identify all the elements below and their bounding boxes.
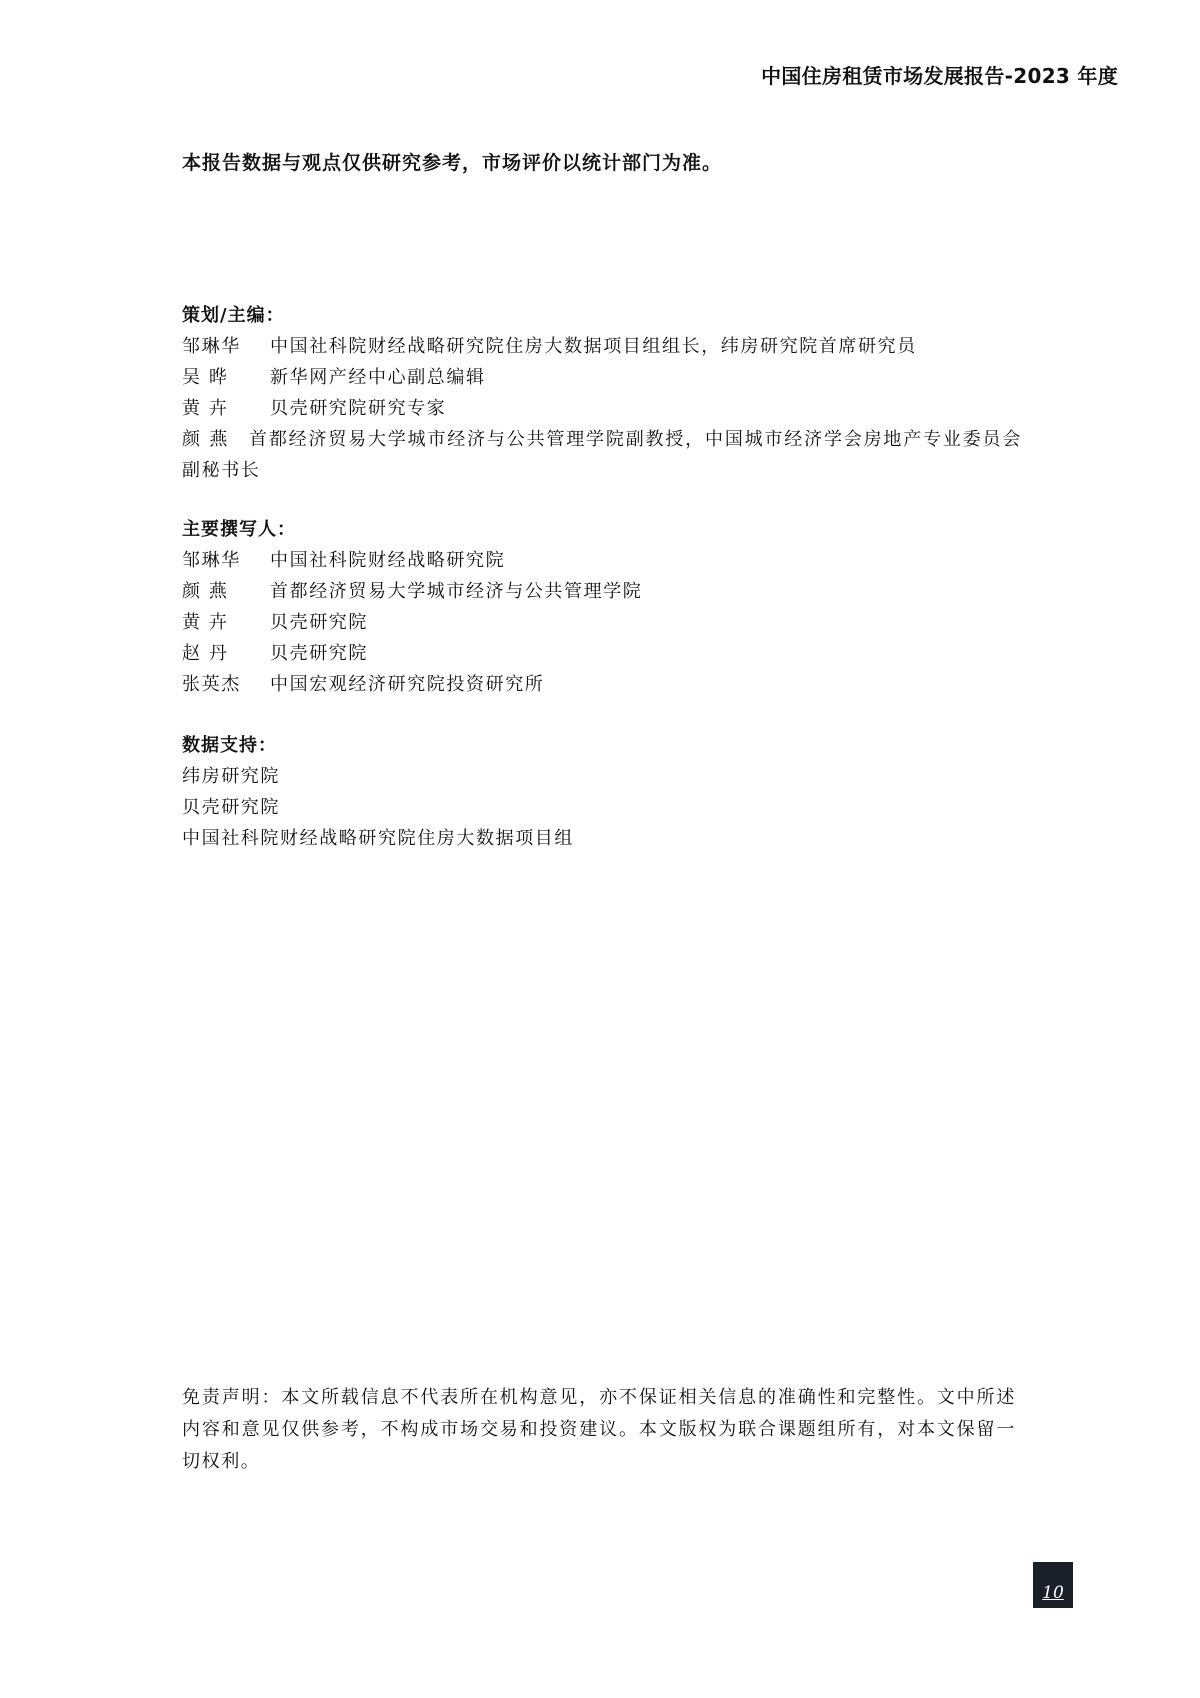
report-header-title: 中国住房租赁市场发展报告-2023 年度 [761, 64, 1118, 88]
writer-name: 张英杰 [182, 674, 241, 695]
writer-affiliation: 贝壳研究院 [270, 612, 368, 633]
editor-row [182, 331, 1022, 362]
research-notice: 本报告数据与观点仅供研究参考，市场评价以统计部门为准。 [182, 152, 723, 174]
editor-row-wrapped [182, 424, 1022, 486]
writers-heading: 主要撰写人： [182, 519, 296, 540]
writer-affiliation: 贝壳研究院 [270, 643, 368, 664]
editor-row [182, 362, 1022, 393]
page-number: 10 [1042, 1583, 1064, 1603]
editor-name: 颜 燕 [182, 429, 230, 450]
writer-row [182, 607, 1022, 638]
writer-name: 邹琳华 [182, 550, 241, 571]
data-support-org: 中国社科院财经战略研究院住房大数据项目组 [182, 828, 574, 849]
editor-name: 邹琳华 [182, 336, 241, 357]
editors-heading: 策划/主编： [182, 305, 285, 326]
data-support-org: 纬房研究院 [182, 766, 280, 787]
writer-name: 黄 卉 [182, 612, 229, 633]
editor-name: 吴 晔 [182, 367, 229, 388]
editor-affiliation: 新华网产经中心副总编辑 [270, 367, 486, 388]
editor-affiliation: 中国社科院财经战略研究院住房大数据项目组组长，纬房研究院首席研究员 [270, 336, 917, 357]
writer-affiliation: 中国社科院财经战略研究院 [270, 550, 506, 571]
data-support-section [182, 730, 1022, 854]
writer-row [182, 545, 1022, 576]
editor-name: 黄 卉 [182, 398, 229, 419]
writer-name: 赵 丹 [182, 643, 229, 664]
disclaimer-text: 免责声明：本文所载信息不代表所在机构意见，亦不保证相关信息的准确性和完整性。文中所述内容和意见仅供参考，不构成市场交易和投资建议。本文版权为联合课题组所有，对本文保留一切权利。 [182, 1387, 1016, 1472]
writer-row [182, 576, 1022, 607]
writer-name: 颜 燕 [182, 581, 229, 602]
editor-row [182, 393, 1022, 424]
writer-affiliation: 首都经济贸易大学城市经济与公共管理学院 [270, 581, 643, 602]
editor-affiliation: 首都经济贸易大学城市经济与公共管理学院副教授，中国城市经济学会房地产专业委员会副秘书长 [182, 429, 1022, 481]
writer-row [182, 638, 1022, 669]
editor-affiliation: 贝壳研究院研究专家 [270, 398, 447, 419]
writer-row [182, 669, 1022, 700]
writer-affiliation: 中国宏观经济研究院投资研究所 [270, 674, 545, 695]
page-number-badge [1033, 1562, 1073, 1608]
data-support-org: 贝壳研究院 [182, 797, 280, 818]
writers-section [182, 514, 1022, 700]
editors-section [182, 300, 1022, 486]
data-support-heading: 数据支持： [182, 735, 277, 756]
